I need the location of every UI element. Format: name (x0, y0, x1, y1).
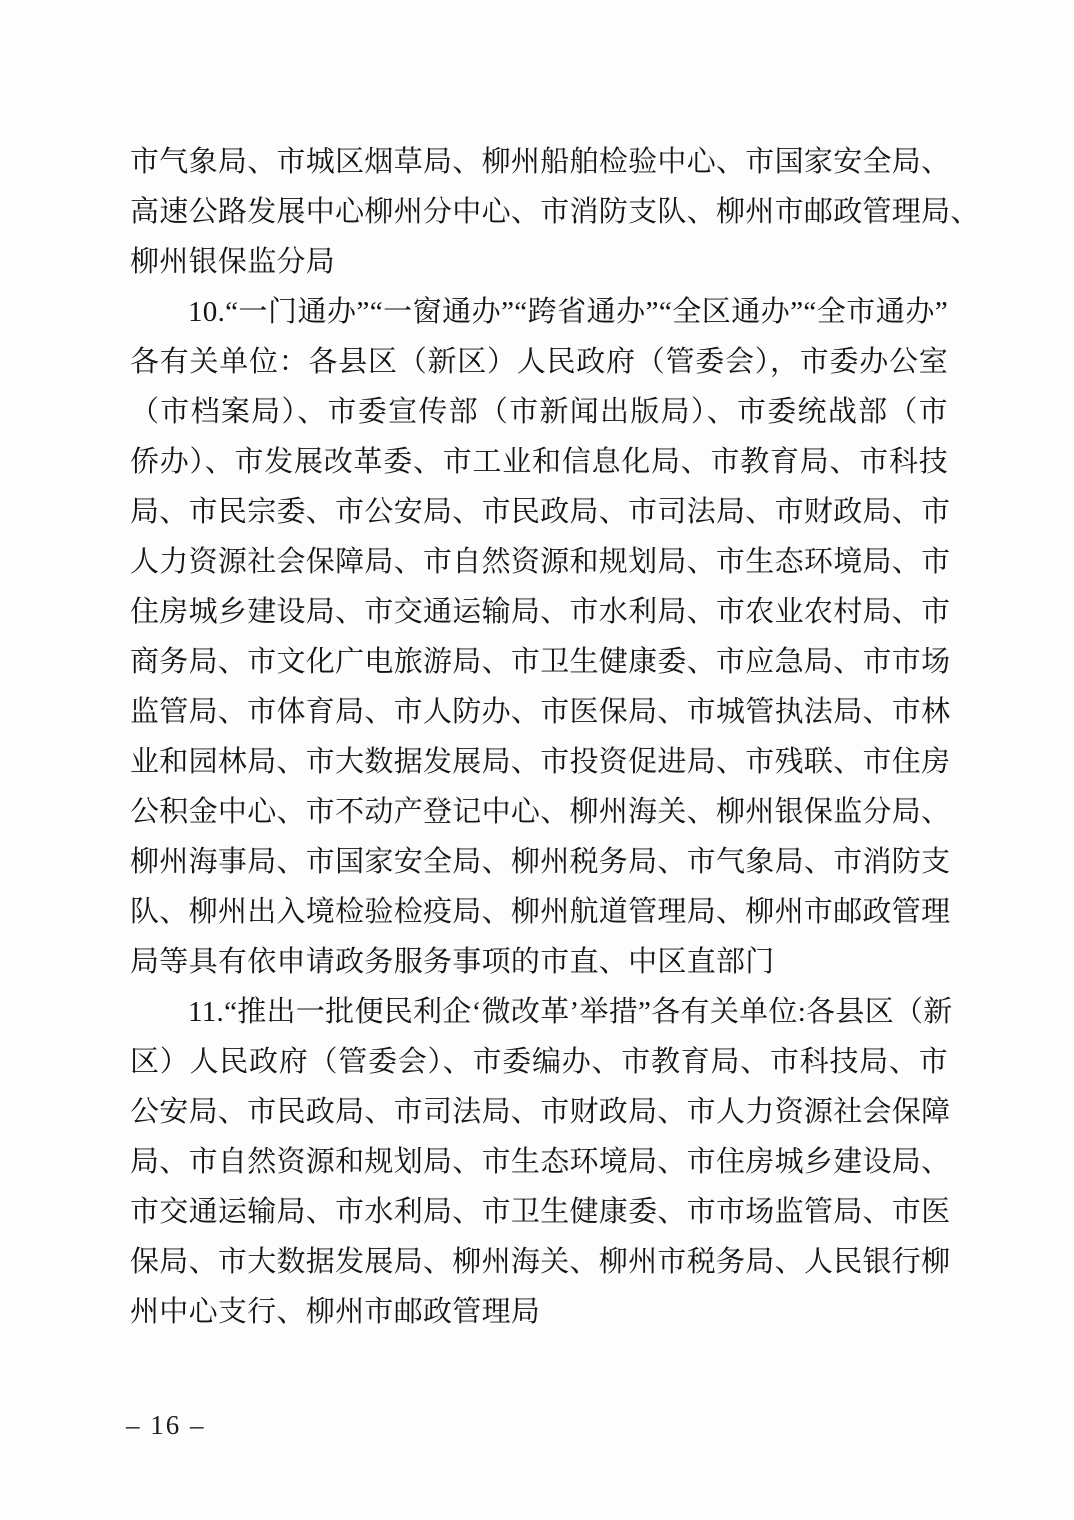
document-body (130, 137, 980, 1337)
text-line: 监管局、市体育局、市人防办、市医保局、市城管执法局、市林 (130, 696, 951, 728)
text-line: 商务局、市文化广电旅游局、市卫生健康委、市应急局、市市场 (130, 646, 951, 678)
text-line: 局、市民宗委、市公安局、市民政局、市司法局、市财政局、市 (130, 496, 951, 528)
text-line: （市档案局）、市委宣传部（市新闻出版局）、市委统战部（市 (130, 396, 948, 428)
page-number: – 16 – (126, 1410, 206, 1440)
text-line: 住房城乡建设局、市交通运输局、市水利局、市农业农村局、市 (130, 596, 951, 628)
text-line: 侨办）、市发展改革委、市工业和信息化局、市教育局、市科技 (130, 446, 948, 478)
text-line: 队、柳州出入境检验检疫局、柳州航道管理局、柳州市邮政管理 (130, 896, 951, 928)
text-line: 10.“一门通办”“一窗通办”“跨省通办”“全区通办”“全市通办” (188, 296, 948, 328)
text-line: 高速公路发展中心柳州分中心、市消防支队、柳州市邮政管理局、 (130, 196, 980, 228)
text-line: 市气象局、市城区烟草局、柳州船舶检验中心、市国家安全局、 (130, 146, 951, 178)
text-line: 市交通运输局、市水利局、市卫生健康委、市市场监管局、市医 (130, 1196, 951, 1228)
text-line: 公安局、市民政局、市司法局、市财政局、市人力资源社会保障 (130, 1096, 951, 1128)
text-line: 区）人民政府（管委会）、市委编办、市教育局、市科技局、市 (130, 1046, 948, 1078)
text-line: 保局、市大数据发展局、柳州海关、柳州市税务局、人民银行柳 (130, 1246, 951, 1278)
text-line: 柳州银保监分局 (130, 246, 336, 278)
text-line: 柳州海事局、市国家安全局、柳州税务局、市气象局、市消防支 (130, 846, 951, 878)
text-line: 局等具有依申请政务服务事项的市直、中区直部门 (130, 946, 775, 978)
text-line: 公积金中心、市不动产登记中心、柳州海关、柳州银保监分局、 (130, 796, 951, 828)
text-line: 局、市自然资源和规划局、市生态环境局、市住房城乡建设局、 (130, 1146, 951, 1178)
text-line: 业和园林局、市大数据发展局、市投资促进局、市残联、市住房 (130, 746, 951, 778)
text-line: 11.“推出一批便民利企‘微改革’举措”各有关单位:各县区（新 (188, 996, 953, 1028)
text-line: 人力资源社会保障局、市自然资源和规划局、市生态环境局、市 (130, 546, 951, 578)
text-line: 州中心支行、柳州市邮政管理局 (130, 1296, 541, 1328)
text-line: 各有关单位：各县区（新区）人民政府（管委会），市委办公室 (130, 346, 948, 378)
